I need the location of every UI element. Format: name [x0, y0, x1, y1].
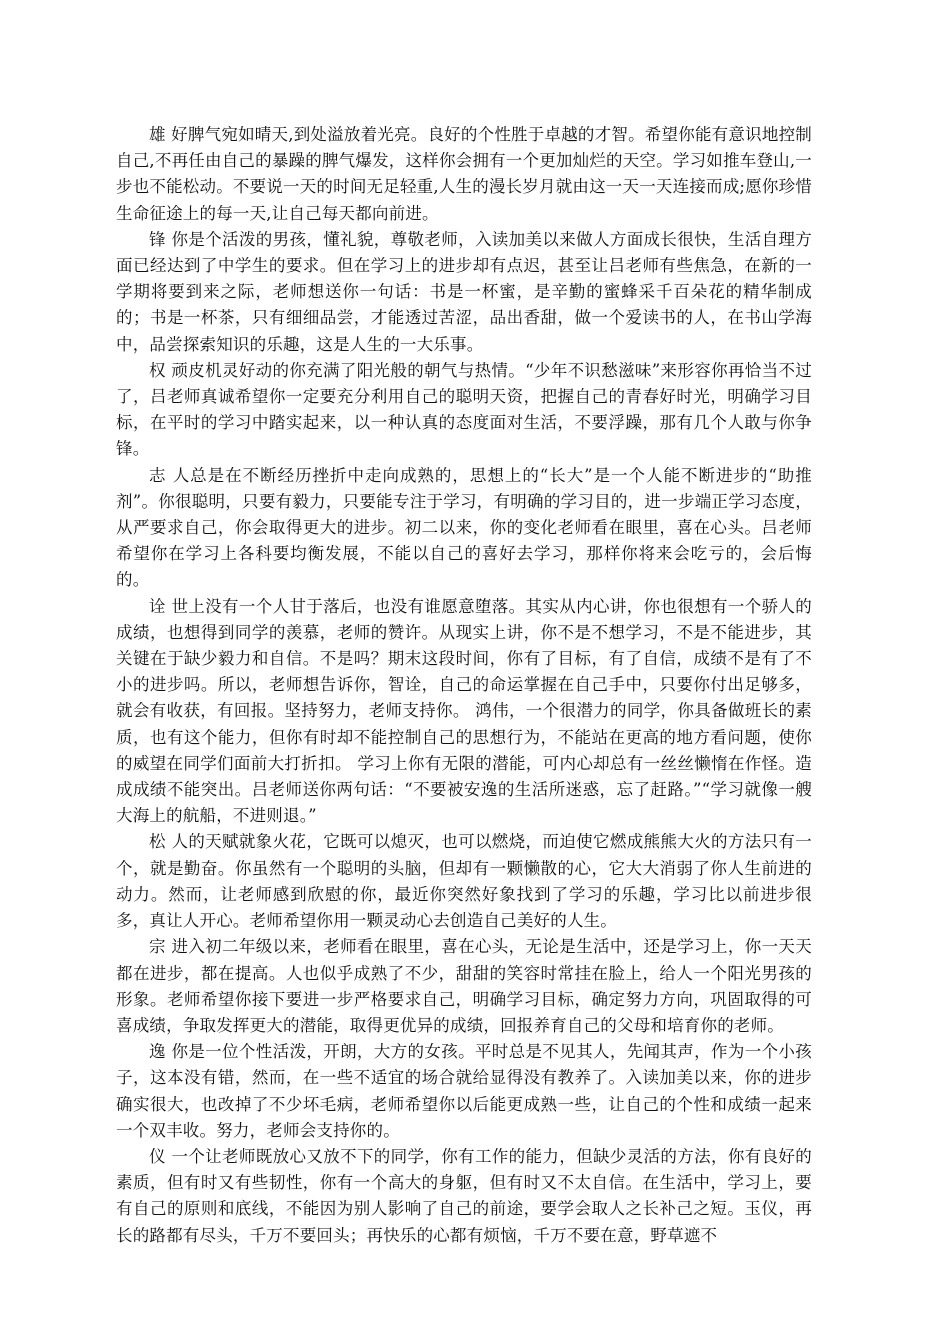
comment-paragraph-2: 锋 你是个活泼的男孩，懂礼貌，尊敬老师，入读加美以来做人方面成长很快，生活自理方面已经达到了中学生的要求。但在学习上的进步却有点迟，甚至让吕老师有些焦急，在新的一学期将要到来之际，老师想送你一句话：书是一杯蜜，是辛勤的蜜蜂采千百朵花的精华制成的；书是一杯茶，只有细细品尝，才能透过苦涩，品出香甜，做一个爱读书的人，在书山学海中，品尝探索知识的乐趣，这是人生的一大乐事。: [116, 229, 812, 354]
comment-paragraph-8: 逸 你是一位个性活泼，开朗，大方的女孩。平时总是不见其人，先闻其声，作为一个小孩子，这本没有错，然而，在一些不适宜的场合就给显得没有教养了。入读加美以来，你的进步确实很大，也改掉了不少坏毛病，老师希望你以后能更成熟一些，让自己的个性和成绩一起来一个双丰收。努力，老师会支持你的。: [116, 1042, 812, 1140]
comment-paragraph-9: 仪 一个让老师既放心又放不下的同学，你有工作的能力，但缺少灵活的方法，你有良好的素质，但有时又有些韧性，你有一个高大的身躯，但有时又不太自信。在生活中，学习上，要有自己的原则和底线，不能因为别人影响了自己的前途，要学会取人之长补己之短。玉仪，再长的路都有尽头，千万不要回头；再快乐的心都有烦恼，千万不要在意，野草遮不: [116, 1146, 812, 1245]
document-body: [116, 122, 812, 1249]
comment-paragraph-1: 雄 好脾气宛如晴天,到处溢放着光亮。良好的个性胜于卓越的才智。希望你能有意识地控制自己,不再任由自己的暴躁的脾气爆发，这样你会拥有一个更加灿烂的天空。学习如推车登山,一步也不能松动。不要说一天的时间无足轻重,人生的漫长岁月就由这一天一天连接而成;愿你珍惜生命征途上的每一天,让自己每天都向前进。: [116, 125, 812, 223]
comment-paragraph-7: 宗 进入初二年级以来，老师看在眼里，喜在心头，无论是生活中，还是学习上，你一天天都在进步，都在提高。人也似乎成熟了不少，甜甜的笑容时常挂在脸上，给人一个阳光男孩的形象。老师希望你接下要进一步严格要求自己，明确学习目标，确定努力方向，巩固取得的可喜成绩，争取发挥更大的潜能，取得更优异的成绩，回报养育自己的父母和培育你的老师。: [116, 937, 812, 1035]
comment-paragraph-4: 志 人总是在不断经历挫折中走向成熟的，思想上的“长大”是一个人能不断进步的“助推剂”。你很聪明，只要有毅力，只要能专注于学习，有明确的学习目的，进一步端正学习态度，从严要求自己，你会取得更大的进步。初二以来，你的变化老师看在眼里，喜在心头。吕老师希望你在学习上各科要均衡发展，不能以自己的喜好去学习，那样你将来会吃亏的，会后悔的。: [116, 465, 812, 590]
comment-paragraph-5: 诠 世上没有一个人甘于落后，也没有谁愿意堕落。其实从内心讲，你也很想有一个骄人的成绩，也想得到同学的羡慕，老师的赞许。从现实上讲，你不是不想学习，不是不能进步，其关键在于缺少毅力和自信。不是吗？期末这段时间，你有了目标，有了自信，成绩不是有了不小的进步吗。所以，老师想告诉你，智诠，自己的命运掌握在自己手中，只要你付出足够多，就会有收获，有回报。坚持努力，老师支持你。 鸿伟，一个很潜力的同学，你具备做班长的素质，也有这个能力，但你有时却不能控制自己的思想行为，不能站在更高的地方看问题，使你的威望在同学们面前大打折扣。 学习上你有无限的潜能，可内心却总有一丝丝懒惰在作怪。造成成绩不能突出。吕老师送你两句话：“不要被安逸的生活所迷惑，忘了赶路。”“学习就像一艘大海上的航船，不进则退。”: [116, 596, 812, 826]
comment-paragraph-6: 松 人的天赋就象火花，它既可以熄灭，也可以燃烧，而迫使它燃成熊熊大火的方法只有一个，就是勤奋。你虽然有一个聪明的头脑，但却有一颗懒散的心，它大大消弱了你人生前进的动力。然而，让老师感到欣慰的你，最近你突然好象找到了学习的乐趣，学习比以前进步很多，真让人开心。老师希望你用一颗灵动心去创造自己美好的人生。: [116, 832, 812, 931]
comment-paragraph-3: 权 顽皮机灵好动的你充满了阳光般的朝气与热情。“少年不识愁滋味”来形容你再恰当不过了，吕老师真诚希望你一定要充分利用自己的聪明天资，把握自己的青春好时光，明确学习目标，在平时的学习中踏实起来，以一种认真的态度面对生活，不要浮躁，那有几个人敢与你争锋。: [116, 360, 812, 459]
